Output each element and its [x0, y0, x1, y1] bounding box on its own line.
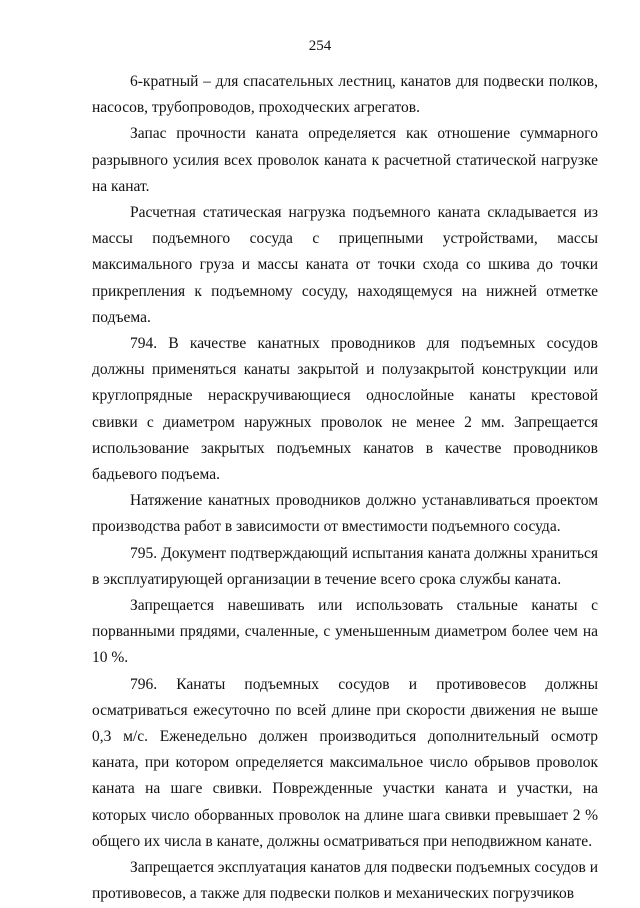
paragraph: Запрещается эксплуатация канатов для подвески подъемных сосудов и противовесов, а также для подвески полков и механических погрузчиков [92, 859, 598, 903]
paragraph: Запас прочности каната определяется как отношение суммарного разрывного усилия всех проволок каната к расчетной статической нагрузке на канат. [92, 125, 598, 195]
body-text [92, 69, 598, 908]
paragraph: 795. Документ подтверждающий испытания каната должны храниться в эксплуатирующей организации в течение всего срока службы каната. [92, 544, 598, 588]
paragraph: Натяжение канатных проводников должно устанавливаться проектом производства работ в зависимости от вместимости подъемного сосуда. [92, 492, 598, 536]
page-number: 254 [308, 38, 332, 54]
paragraph: 796. Канаты подъемных сосудов и противовесов должны осматриваться ежесуточно по всей длине при скорости движения не выше 0,3 м/с. Еженедельно должен производиться дополнительный осмотр каната, при котором определяется максимальное число обрывов проволок каната на шаге свивки. Поврежденные участки каната и участки, на которых число оборванных проволок на длине шага свивки превышает 2 % общего их числа в канате, должны осматриваться при неподвижном канате. [92, 675, 598, 850]
paragraph: 794. В качестве канатных проводников для подъемных сосудов должны применяться канаты закрытой и полузакрытой конструкции или круглопрядные нераскручивающиеся однослойные канаты крестовой свивки с диаметром наружных проволок не менее 2 мм. Запрещается использование закрытых подъемных канатов в качестве проводников бадьевого подъема. [92, 335, 598, 484]
paragraph: 6-кратный – для спасательных лестниц, канатов для подвески полков, насосов, трубопроводов, проходческих агрегатов. [92, 73, 598, 117]
paragraph: Запрещается навешивать или использовать стальные канаты с порванными прядями, счаленные, с уменьшенным диаметром более чем на 10 %. [92, 597, 598, 667]
paragraph: Расчетная статическая нагрузка подъемного каната складывается из массы подъемного сосуда с прицепными устройствами, массы максимального груза и массы каната от точки схода со шкива до точки прикрепления к подъемному сосуду, находящемуся на нижней отметке подъема. [92, 204, 598, 326]
